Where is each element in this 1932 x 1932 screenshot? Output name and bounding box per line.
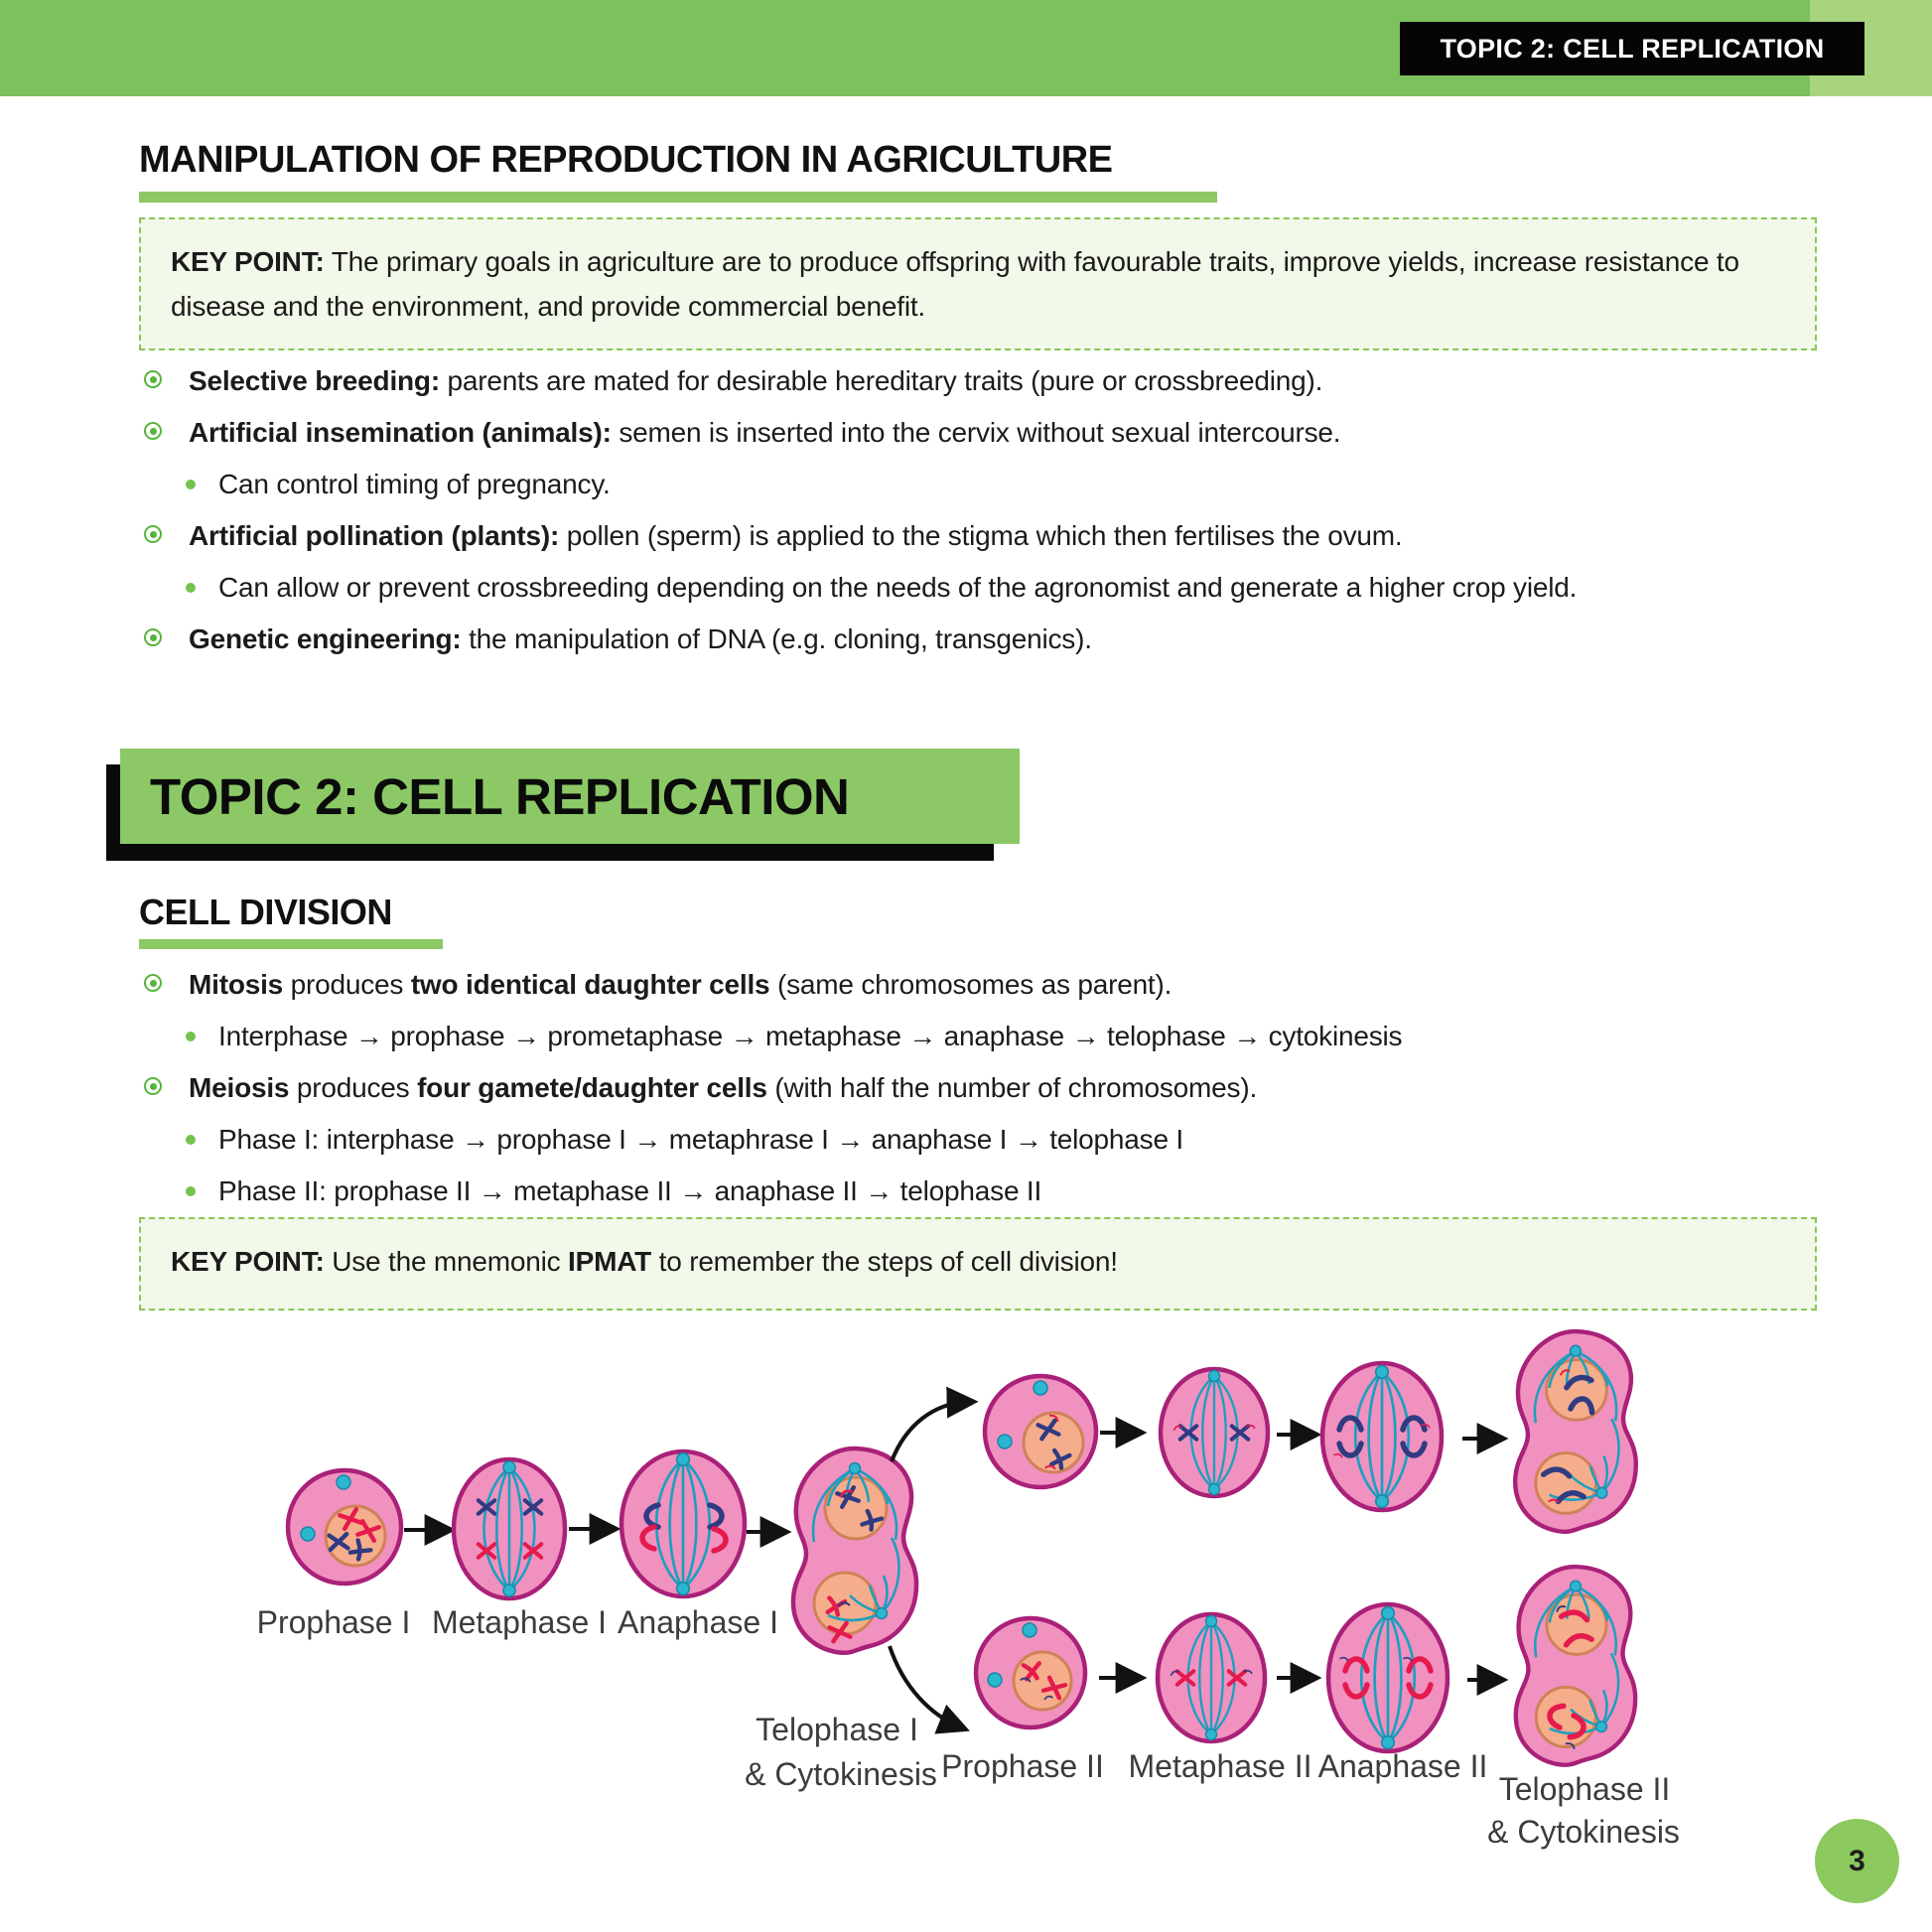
- cell-division-bullet-list: [139, 965, 1827, 1223]
- cell-anaphase-2-top: [1322, 1363, 1442, 1510]
- title-underline: [139, 192, 1217, 203]
- cell-telophase-2-top: [1515, 1331, 1636, 1532]
- list-item-text: Mitosis produces two identical daughter cells (same chromosomes as parent).: [189, 969, 1173, 1000]
- cell-prophase-1: [288, 1470, 401, 1584]
- diagram-label: & Cytokinesis: [745, 1756, 937, 1792]
- cell-telophase-1: [793, 1449, 916, 1653]
- sub-list-item: [139, 568, 1628, 608]
- cell-metaphase-2-bottom: [1158, 1614, 1265, 1741]
- diagram-label: Telophase I: [756, 1712, 918, 1747]
- keypoint-text: KEY POINT: Use the mnemonic IPMAT to remember the steps of cell division!: [171, 1246, 1118, 1277]
- diagram-label: Anaphase I: [618, 1604, 778, 1640]
- dot-bullet-icon: [186, 1186, 196, 1196]
- cell-telophase-2-bottom: [1516, 1567, 1635, 1765]
- diagram-label: Anaphase II: [1317, 1748, 1488, 1784]
- diagram-label: Prophase II: [941, 1748, 1104, 1784]
- list-item: [139, 1068, 1827, 1108]
- diagram-label: Metaphase I: [431, 1604, 608, 1640]
- diagram-label: & Cytokinesis: [1487, 1814, 1680, 1850]
- target-bullet-icon: [144, 974, 162, 992]
- list-item-text: Artificial insemination (animals): semen is inserted into the cervix without sexual intercourse.: [189, 417, 1341, 448]
- keypoint-text: KEY POINT: The primary goals in agriculture are to produce offspring with favourable traits, improve yields, increase resistance to disease and the environment, and provide commercial benefit.: [171, 246, 1739, 322]
- list-item-text: Can allow or prevent crossbreeding depending on the needs of the agronomist and generate a higher crop yield.: [218, 572, 1578, 603]
- list-item-text: Meiosis produces four gamete/daughter cells (with half the number of chromosomes).: [189, 1072, 1258, 1103]
- dot-bullet-icon: [186, 583, 196, 593]
- list-item: [139, 620, 1827, 659]
- topic-header-badge: TOPIC 2: CELL REPLICATION: [1400, 22, 1864, 75]
- keypoint-box-ipmat: [139, 1217, 1817, 1311]
- dot-bullet-icon: [186, 480, 196, 489]
- list-item: [139, 516, 1827, 556]
- sub-list-item: [139, 1120, 1628, 1160]
- target-bullet-icon: [144, 422, 162, 440]
- title-underline: [139, 939, 443, 949]
- target-bullet-icon: [144, 525, 162, 543]
- list-item-text: Phase I: interphase → prophase I → metaphrase I → anaphase I → telophase I: [218, 1124, 1183, 1155]
- list-item: [139, 965, 1827, 1005]
- diagram-label: Prophase I: [256, 1604, 411, 1640]
- section-title-manipulation: MANIPULATION OF REPRODUCTION IN AGRICULTURE: [139, 139, 1113, 181]
- dot-bullet-icon: [186, 1135, 196, 1145]
- target-bullet-icon: [144, 628, 162, 646]
- page-number: 3: [1849, 1844, 1865, 1877]
- sub-list-item: [139, 1172, 1628, 1211]
- page-number-badge: [1815, 1819, 1899, 1903]
- agriculture-bullet-list: [139, 361, 1827, 671]
- keypoint-box-agriculture: [139, 217, 1817, 350]
- section-title-cell-division: CELL DIVISION: [139, 892, 392, 932]
- dot-bullet-icon: [186, 1032, 196, 1041]
- sub-list-item: [139, 1017, 1628, 1056]
- branch-arrow-top-icon: [892, 1402, 969, 1461]
- list-item-text: Interphase → prophase → prometaphase → metaphase → anaphase → telophase → cytokinesis: [218, 1021, 1403, 1051]
- cell-anaphase-2-bottom: [1328, 1604, 1448, 1751]
- list-item-text: Genetic engineering: the manipulation of DNA (e.g. cloning, transgenics).: [189, 623, 1092, 654]
- diagram-label: Telophase II: [1498, 1771, 1671, 1807]
- target-bullet-icon: [144, 370, 162, 388]
- cell-prophase-2-bottom: [976, 1618, 1085, 1727]
- list-item: [139, 361, 1827, 401]
- meiosis-diagram: [0, 1320, 1932, 1932]
- list-item-text: Phase II: prophase II → metaphase II → anaphase II → telophase II: [218, 1175, 1042, 1206]
- list-item-text: Can control timing of pregnancy.: [218, 469, 611, 499]
- list-item-text: Selective breeding: parents are mated for desirable hereditary traits (pure or crossbreeding).: [189, 365, 1323, 396]
- target-bullet-icon: [144, 1077, 162, 1095]
- cell-prophase-2-top: [985, 1376, 1096, 1487]
- cell-metaphase-1: [454, 1459, 565, 1598]
- cell-anaphase-1: [621, 1451, 745, 1596]
- list-item-text: Artificial pollination (plants): pollen (sperm) is applied to the stigma which then fertilises the ovum.: [189, 520, 1403, 551]
- cell-metaphase-2-top: [1161, 1369, 1268, 1496]
- diagram-labels: [257, 1604, 1680, 1850]
- sub-list-item: [139, 465, 1628, 504]
- diagram-label: Metaphase II: [1128, 1748, 1312, 1784]
- list-item: [139, 413, 1827, 453]
- topic-banner-title: TOPIC 2: CELL REPLICATION: [120, 749, 1020, 844]
